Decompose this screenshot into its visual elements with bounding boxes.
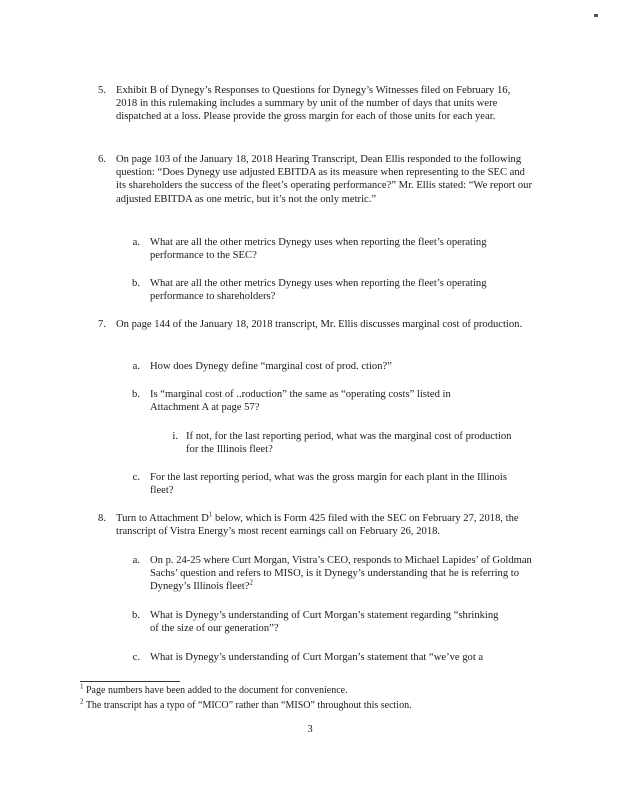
q8a-label: a. bbox=[132, 555, 140, 566]
q6b-text: What are all the other metrics Dynegy uses when reporting the fleet’s operating performance to shareholders? bbox=[150, 278, 487, 303]
footnote-1 bbox=[80, 682, 348, 697]
footnote-ref-1: 1 bbox=[208, 510, 213, 519]
q7c-label: c. bbox=[132, 472, 140, 483]
q7bi-text: If not, for the last reporting period, what was the marginal cost of production for the Illinois fleet? bbox=[186, 431, 512, 456]
q8a-text-body: On p. 24-25 where Curt Morgan, Vistra’s CEO, responds to Michael Lapides’ of Goldman Sachs’ question and refers to MISO, is it Dynegy’s understanding that he is referring to Dynegy’s Illinois fleet? bbox=[150, 555, 532, 593]
q8c-label: c. bbox=[132, 652, 140, 663]
q6a-text: What are all the other metrics Dynegy uses when reporting the fleet’s operating performance to the SEC? bbox=[150, 237, 487, 262]
footnote-divider bbox=[80, 681, 180, 682]
scan-mark bbox=[594, 14, 598, 17]
q8a-text bbox=[150, 554, 534, 594]
q7-text: On page 144 of the January 18, 2018 transcript, Mr. Ellis discusses marginal cost of production. bbox=[116, 319, 523, 330]
q8-text bbox=[116, 512, 534, 538]
q8-number: 8. bbox=[98, 513, 106, 524]
q7c-text: For the last reporting period, what was the gross margin for each plant in the Illinois fleet? bbox=[150, 472, 507, 497]
footnote-1-text: Page numbers have been added to the document for convenience. bbox=[86, 685, 348, 696]
q8c-text: What is Dynegy’s understanding of Curt Morgan’s statement that “we’ve got a bbox=[150, 652, 484, 663]
q7b-text: Is “marginal cost of ..roduction” the same as “operating costs” listed in Attachment A at page 57? bbox=[150, 389, 451, 414]
q6-number: 6. bbox=[98, 154, 106, 165]
q6-text: On page 103 of the January 18, 2018 Hearing Transcript, Dean Ellis responded to the following question: “Does Dynegy use adjusted EBITDA as its measure when representing to the SEC and its shareholders the success of the fleet’s operating performance?” Mr. Ellis stated: “We report our adjusted EBITDA as one metric, but it’s not the only metric.” bbox=[116, 154, 532, 205]
q7a-label: a. bbox=[132, 361, 140, 372]
q8b-text: What is Dynegy’s understanding of Curt Morgan’s statement regarding “shrinking of the size of our generation”? bbox=[150, 610, 499, 635]
footnote-2-text: The transcript has a typo of “MICO” rather than “MISO” throughout this section. bbox=[85, 700, 412, 711]
q7bi-label: i. bbox=[172, 431, 178, 442]
footnote-1-mark: 1 bbox=[80, 682, 84, 691]
q5-text: Exhibit B of Dynegy’s Responses to Questions for Dynegy’s Witnesses filed on February 16, 2018 in this rulemaking includes a summary by unit of the number of days that units were dispatched at a loss. Please provide the gross margin for each of those units for each year. bbox=[116, 85, 511, 123]
footnote-ref-2: 2 bbox=[249, 578, 253, 587]
q8b-label: b. bbox=[132, 610, 140, 621]
q7-number: 7. bbox=[98, 319, 106, 330]
q7b-label: b. bbox=[132, 389, 140, 400]
footnote-2 bbox=[80, 697, 412, 712]
q6a-label: a. bbox=[132, 237, 140, 248]
q5-number: 5. bbox=[98, 85, 106, 96]
q7a-text: How does Dynegy define “marginal cost of prod. ction?” bbox=[150, 361, 392, 372]
q8-text-end: below, which is Form 425 filed with the SEC on February 27, 2018, the transcript of Vistra Energy’s most recent earnings call on February 26, 2018. bbox=[116, 513, 519, 538]
q8-text-start: Turn to Attachment D bbox=[116, 513, 209, 524]
page-number: 3 bbox=[307, 724, 313, 735]
footnote-2-mark: 2 bbox=[80, 697, 84, 706]
q6b-label: b. bbox=[132, 278, 140, 289]
